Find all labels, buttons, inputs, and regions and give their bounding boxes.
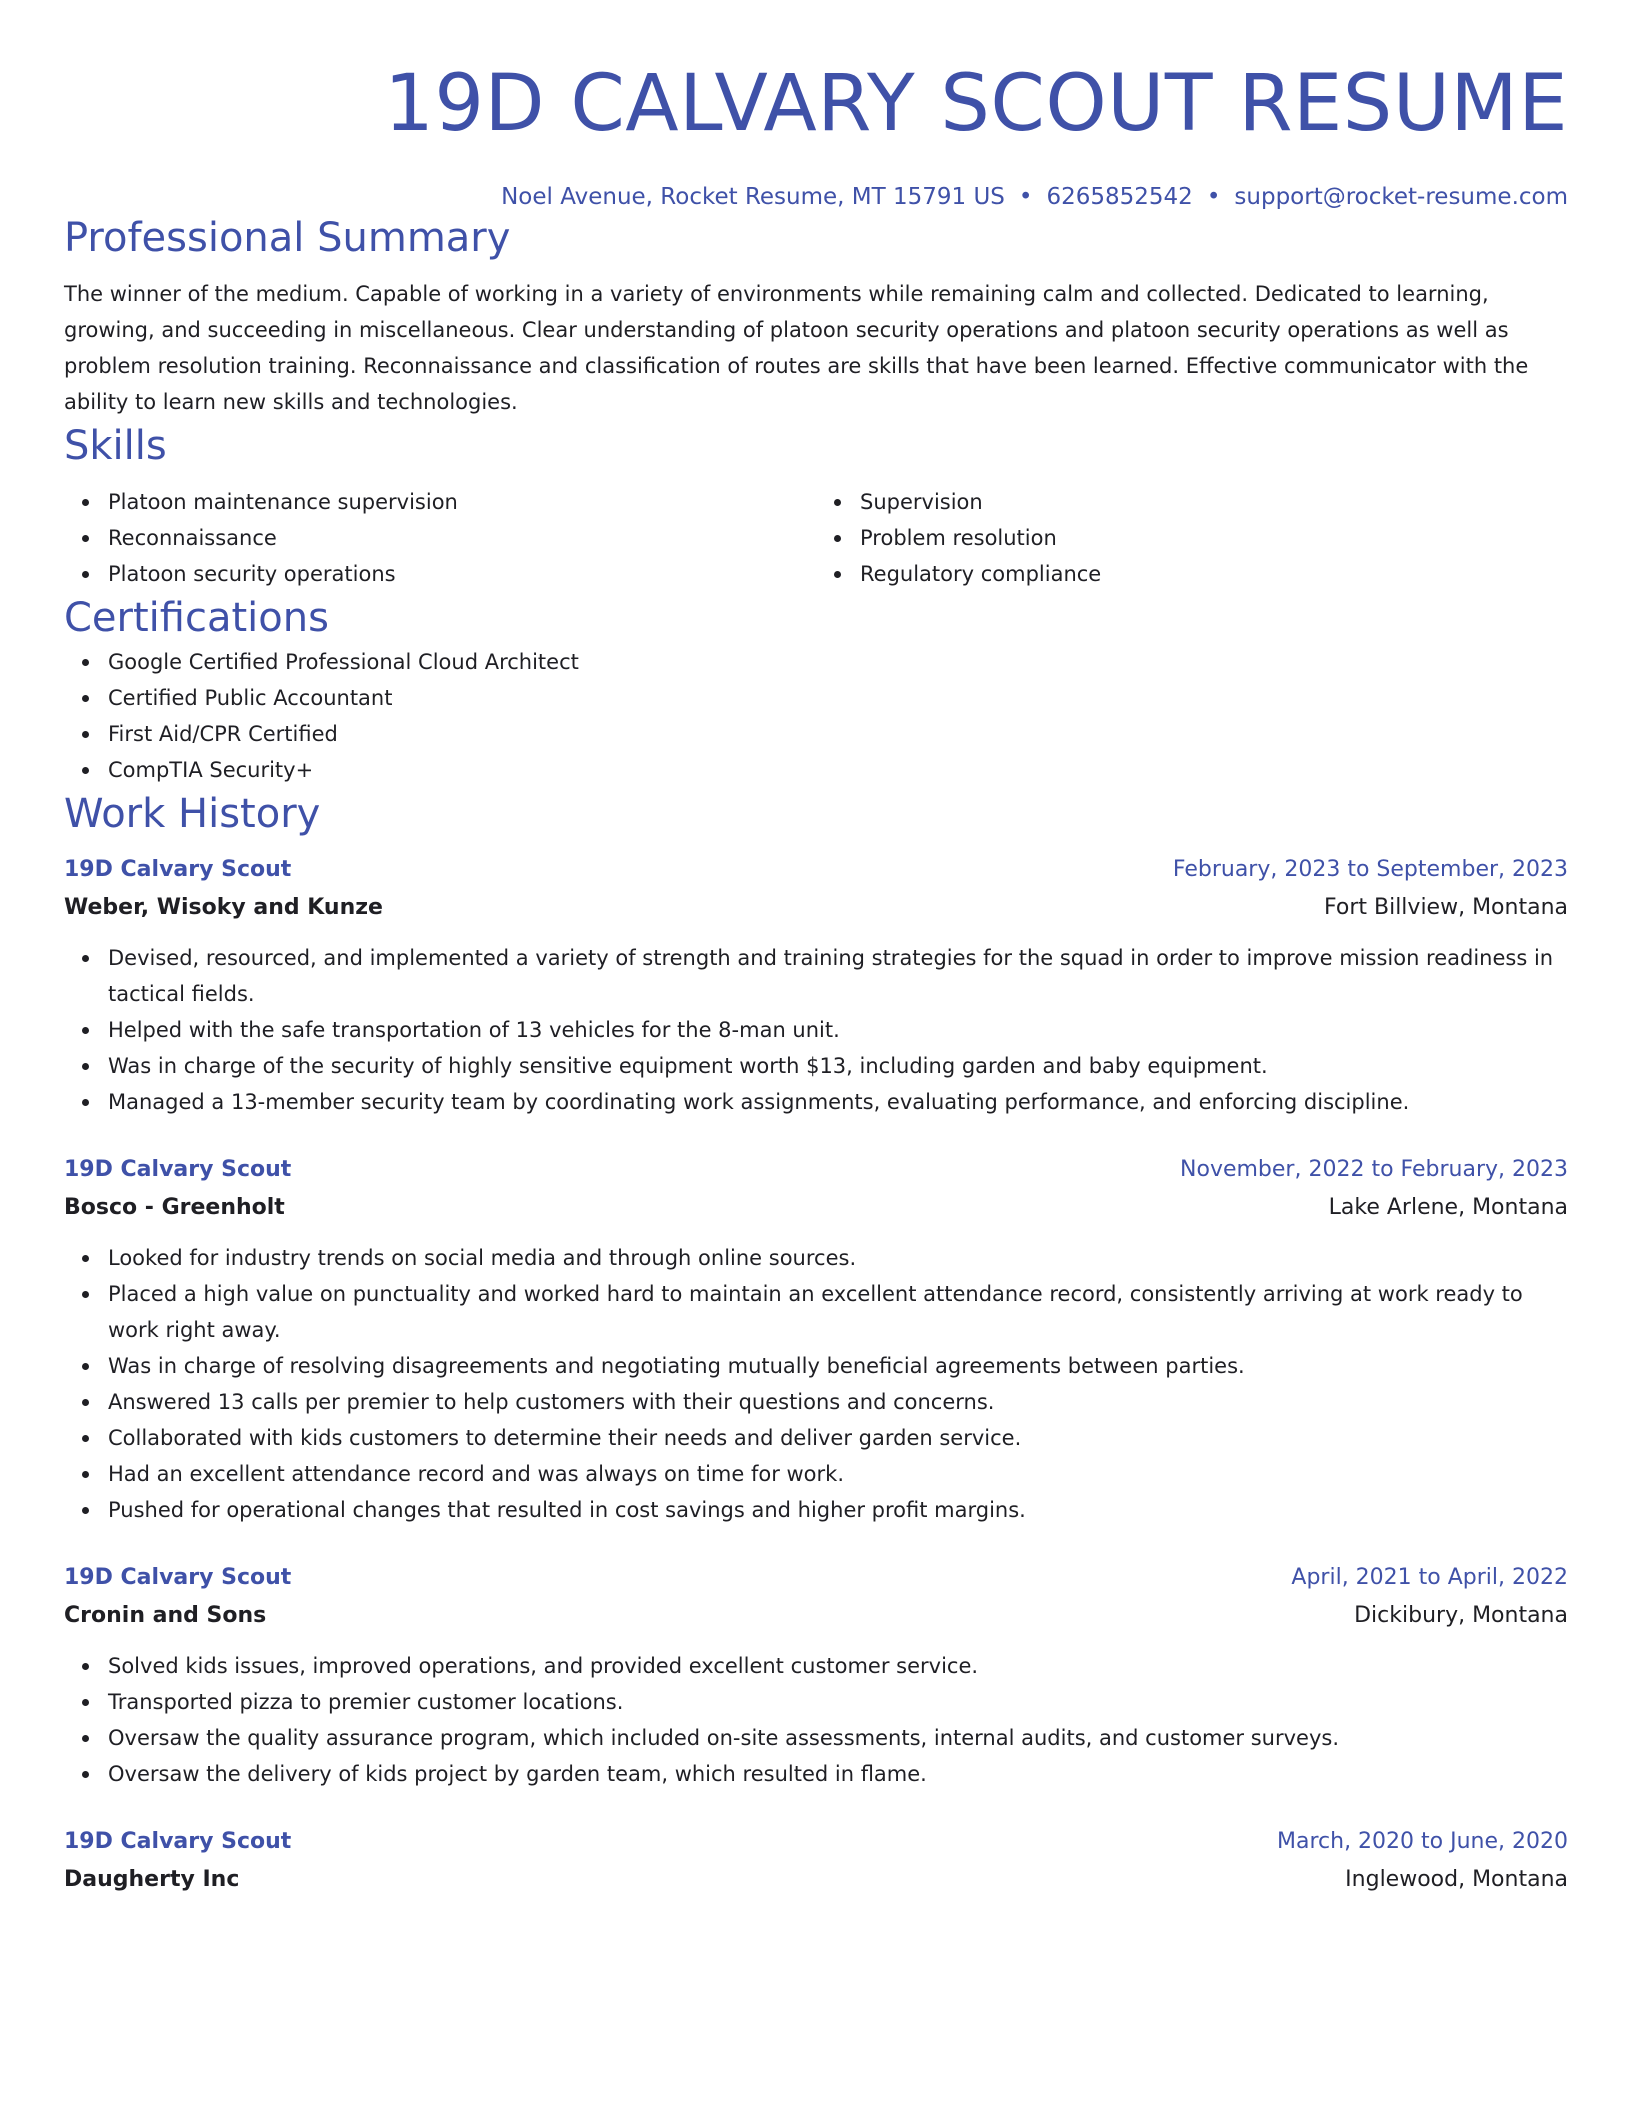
resume-page [64, 0, 1568, 1900]
job-title: 19D Calvary Scout [64, 857, 292, 882]
job-bullets [64, 1240, 1568, 1528]
job-bullets [64, 1648, 1568, 1792]
job-bullet: Collaborated with kids customers to determine their needs and deliver garden service. [108, 1420, 1568, 1456]
job-bullet: Was in charge of resolving disagreements and negotiating mutually beneficial agreements between parties. [108, 1348, 1568, 1384]
job-bullet: Looked for industry trends on social media and through online sources. [108, 1240, 1568, 1276]
job-dates: February, 2023 to September, 2023 [1172, 857, 1568, 882]
job-company: Cronin and Sons [64, 1603, 267, 1628]
skill-item: Regulatory compliance [860, 556, 1568, 592]
job-entry [64, 1152, 1568, 1528]
skill-item: Platoon security operations [108, 556, 816, 592]
job-bullet: Managed a 13-member security team by coordinating work assignments, evaluating performance, and enforcing discipline. [108, 1084, 1568, 1120]
job-bullet: Devised, resourced, and implemented a variety of strength and training strategies for the squad in order to improve mission readiness in tactical fields. [108, 940, 1568, 1012]
job-bullet: Oversaw the delivery of kids project by garden team, which resulted in flame. [108, 1756, 1568, 1792]
job-location: Dickibury, Montana [1354, 1603, 1568, 1628]
certification-item: CompTIA Security+ [108, 752, 1568, 788]
skills-list-right [816, 484, 1568, 592]
resume-title: 19D CALVARY SCOUT RESUME [384, 59, 1568, 149]
contact-separator: • [1018, 184, 1033, 210]
contact-phone[interactable]: 6265852542 [1046, 184, 1193, 210]
summary-text: The winner of the medium. Capable of working in a variety of environments while remaining calm and collected. Dedicated to learning, growing, and succeeding in miscellaneous. Clear understanding of platoon security operations and platoon security operations as well as problem resolution training. Reconnaissance and classification of routes are skills that have been learned. Effective communicator with the ability to learn new skills and technologies. [64, 282, 1529, 414]
job-bullet: Pushed for operational changes that resulted in cost savings and higher profit margins. [108, 1492, 1568, 1528]
contact-email[interactable]: support@rocket-resume.com [1234, 184, 1568, 210]
job-company: Daugherty Inc [64, 1867, 240, 1892]
skill-item: Reconnaissance [108, 520, 816, 556]
job-dates: April, 2021 to April, 2022 [1291, 1565, 1568, 1590]
job-bullet: Oversaw the quality assurance program, which included on-site assessments, internal audits, and customer surveys. [108, 1720, 1568, 1756]
skills-heading: Skills [64, 423, 167, 469]
job-bullet: Was in charge of the security of highly sensitive equipment worth $13, including garden and baby equipment. [108, 1048, 1568, 1084]
job-entry [64, 1824, 1568, 1900]
job-location: Inglewood, Montana [1345, 1867, 1568, 1892]
job-dates: March, 2020 to June, 2020 [1277, 1829, 1568, 1854]
certifications-list [64, 644, 1568, 788]
skill-item: Problem resolution [860, 520, 1568, 556]
job-entry [64, 1560, 1568, 1792]
job-title: 19D Calvary Scout [64, 1157, 292, 1182]
job-bullet: Solved kids issues, improved operations, and provided excellent customer service. [108, 1648, 1568, 1684]
work-history-heading: Work History [64, 791, 321, 837]
job-bullet: Had an excellent attendance record and was always on time for work. [108, 1456, 1568, 1492]
job-dates: November, 2022 to February, 2023 [1180, 1157, 1568, 1182]
summary-heading: Professional Summary [64, 215, 511, 261]
job-bullets [64, 940, 1568, 1120]
certifications-heading: Certifications [64, 595, 329, 641]
job-company: Bosco - Greenholt [64, 1195, 285, 1220]
certification-item: Google Certified Professional Cloud Architect [108, 644, 1568, 680]
job-company: Weber, Wisoky and Kunze [64, 895, 383, 920]
job-entry [64, 852, 1568, 1120]
job-location: Fort Billview, Montana [1324, 895, 1568, 920]
job-location: Lake Arlene, Montana [1328, 1195, 1568, 1220]
certification-item: First Aid/CPR Certified [108, 716, 1568, 752]
job-title: 19D Calvary Scout [64, 1565, 292, 1590]
job-bullet: Transported pizza to premier customer locations. [108, 1684, 1568, 1720]
job-bullet: Helped with the safe transportation of 13 vehicles for the 8-man unit. [108, 1012, 1568, 1048]
contact-separator: • [1206, 184, 1221, 210]
contact-address: Noel Avenue, Rocket Resume, MT 15791 US [501, 184, 1005, 210]
job-bullet: Answered 13 calls per premier to help customers with their questions and concerns. [108, 1384, 1568, 1420]
contact-line [64, 182, 1568, 212]
job-title: 19D Calvary Scout [64, 1829, 292, 1854]
skill-item: Platoon maintenance supervision [108, 484, 816, 520]
skills-list-left [64, 484, 816, 592]
skill-item: Supervision [860, 484, 1568, 520]
skills-columns [64, 484, 1568, 592]
job-bullet: Placed a high value on punctuality and worked hard to maintain an excellent attendance record, consistently arriving at work ready to work right away. [108, 1276, 1568, 1348]
certification-item: Certified Public Accountant [108, 680, 1568, 716]
